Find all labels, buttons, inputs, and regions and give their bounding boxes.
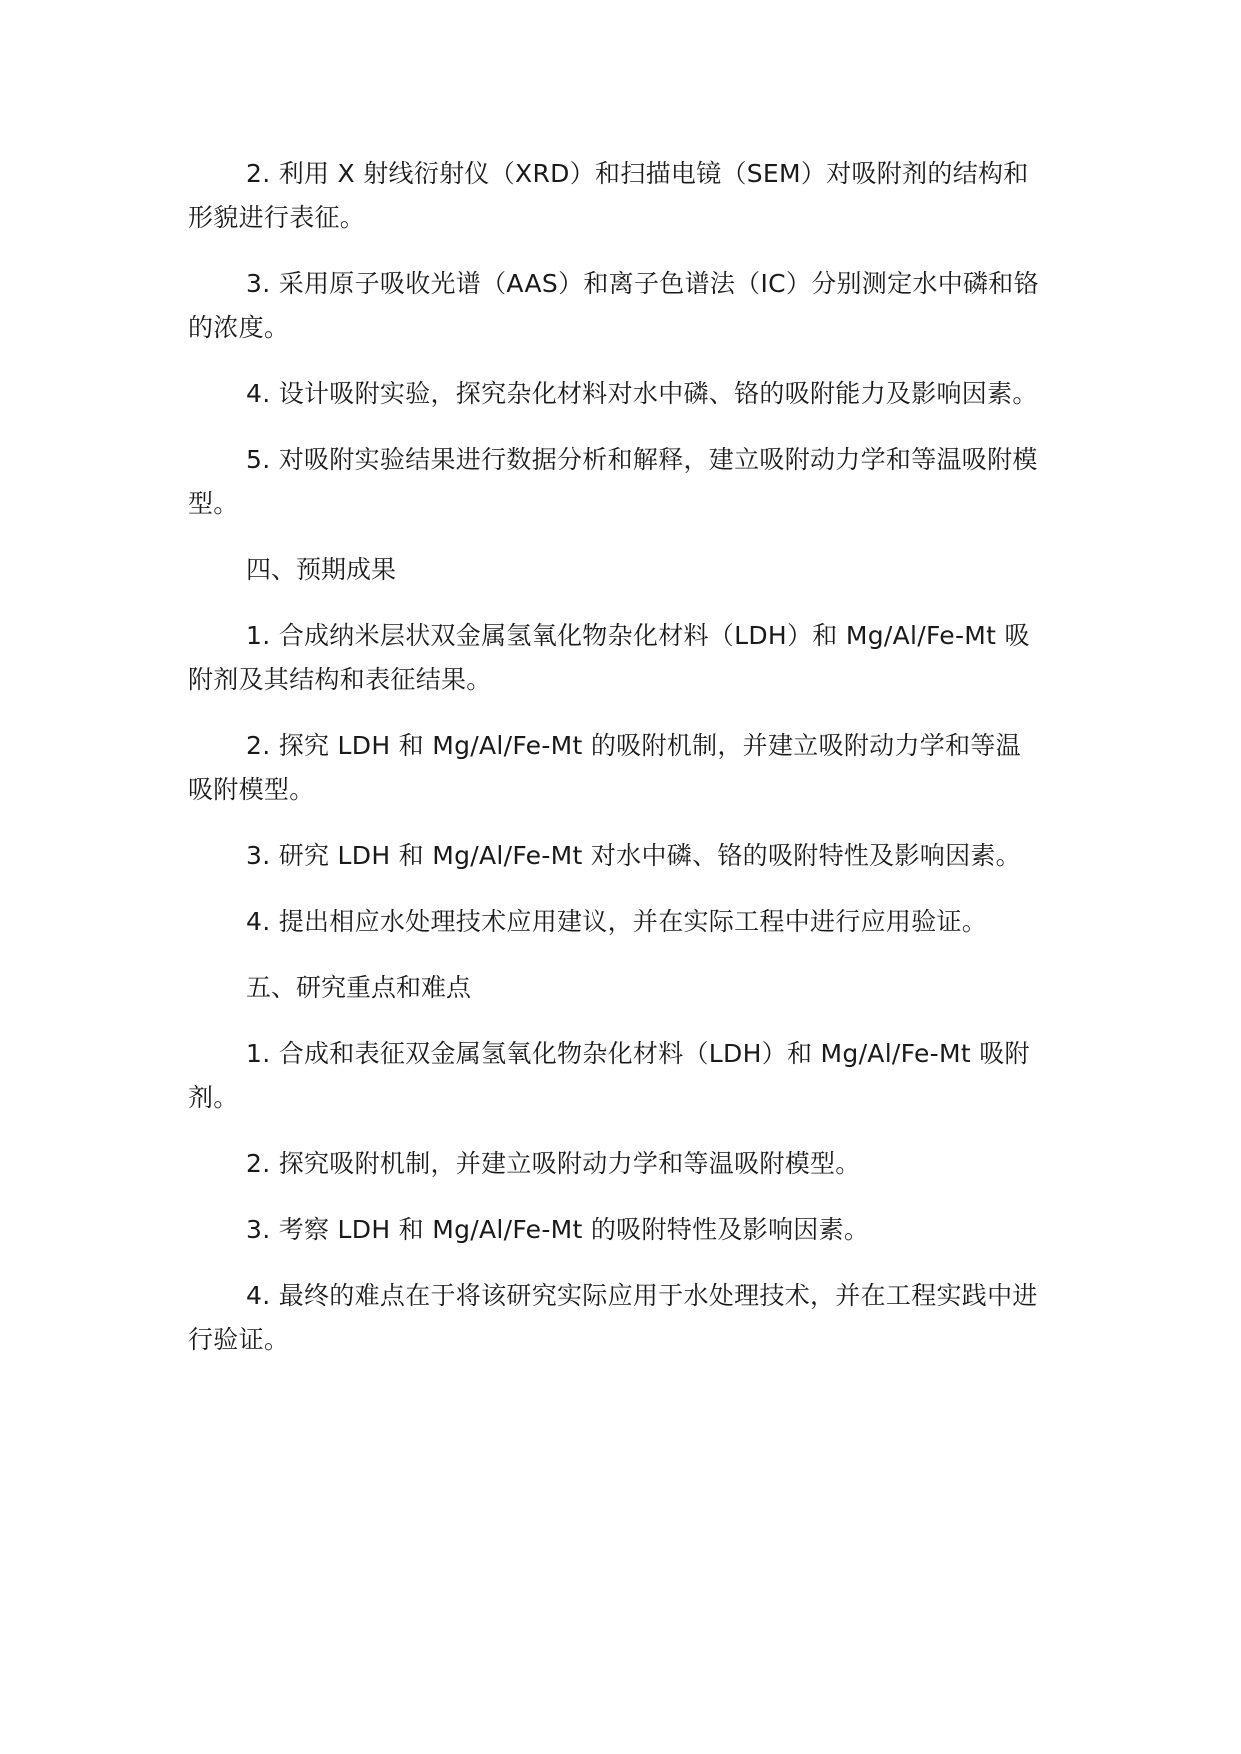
key-point-item-3: 3. 考察 LDH 和 Mg/Al/Fe-Mt 的吸附特性及影响因素。 <box>246 1215 870 1244</box>
method-item-2: 2. 利用 X 射线衍射仪（XRD）和扫描电镜（SEM）对吸附剂的结构和形貌进行表征。 <box>188 159 1029 232</box>
method-item-5: 5. 对吸附实验结果进行数据分析和解释，建立吸附动力学和等温吸附模型。 <box>188 445 1038 518</box>
section-heading-expected-results: 四、预期成果 <box>246 555 397 584</box>
method-item-3: 3. 采用原子吸收光谱（AAS）和离子色谱法（IC）分别测定水中磷和铬的浓度。 <box>188 269 1039 342</box>
document-body <box>188 152 1044 1384</box>
expected-item-3: 3. 研究 LDH 和 Mg/Al/Fe-Mt 对水中磷、铬的吸附特性及影响因素。 <box>246 841 1021 870</box>
key-point-item-4: 4. 最终的难点在于将该研究实际应用于水处理技术，并在工程实践中进行验证。 <box>188 1281 1038 1354</box>
expected-item-2: 2. 探究 LDH 和 Mg/Al/Fe-Mt 的吸附机制，并建立吸附动力学和等温吸附模型。 <box>188 731 1021 804</box>
method-item-4: 4. 设计吸附实验，探究杂化材料对水中磷、铬的吸附能力及影响因素。 <box>246 379 1038 408</box>
expected-item-4: 4. 提出相应水处理技术应用建议，并在实际工程中进行应用验证。 <box>246 907 988 936</box>
key-point-item-2: 2. 探究吸附机制，并建立吸附动力学和等温吸附模型。 <box>246 1149 861 1178</box>
section-heading-key-points: 五、研究重点和难点 <box>246 973 472 1002</box>
expected-item-1: 1. 合成纳米层状双金属氢氧化物杂化材料（LDH）和 Mg/Al/Fe-Mt 吸附剂及其结构和表征结果。 <box>188 621 1030 694</box>
key-point-item-1: 1. 合成和表征双金属氢氧化物杂化材料（LDH）和 Mg/Al/Fe-Mt 吸附剂。 <box>188 1039 1030 1112</box>
